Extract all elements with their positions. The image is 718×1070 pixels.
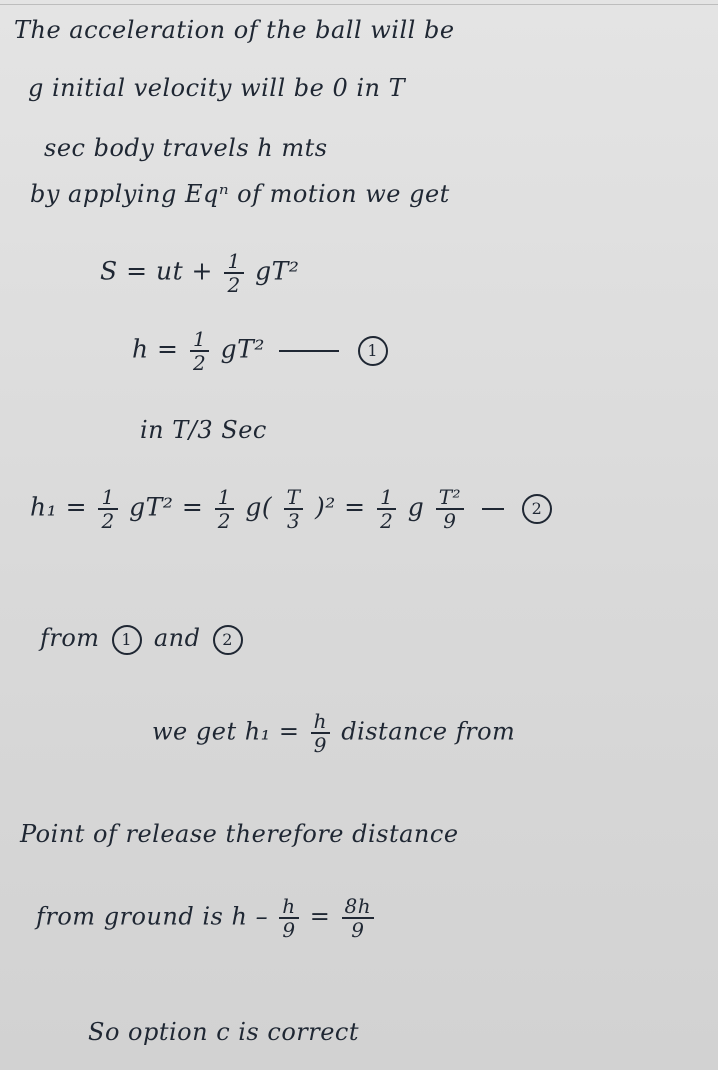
equation-1 — [132, 328, 392, 374]
result-prefix: we get h₁ = — [152, 717, 300, 746]
eq-rhs: gT² — [255, 256, 300, 286]
eq-lhs: h₁ = — [30, 492, 88, 522]
fraction-half — [377, 486, 396, 532]
and-text: and — [153, 624, 201, 652]
frac-num: 1 — [224, 250, 243, 274]
equation-2 — [30, 486, 556, 532]
ground-line — [36, 895, 377, 941]
frac-num: T — [284, 486, 304, 510]
fraction-h-ninth — [311, 710, 330, 756]
frac-den: 2 — [101, 509, 115, 533]
frac-num: h — [311, 710, 330, 734]
conclusion-line: So option c is correct — [88, 1018, 360, 1046]
frac-num: 1 — [215, 486, 234, 510]
eq-term: g( — [245, 492, 273, 522]
frac-num: h — [279, 895, 298, 919]
dash-line — [279, 350, 339, 352]
eq-term: g — [407, 492, 425, 522]
equation-ref-1: 1 — [112, 625, 142, 655]
frac-num: 1 — [377, 486, 396, 510]
from-line — [40, 624, 247, 655]
eq-lhs: S = ut + — [100, 256, 214, 286]
fraction-half — [224, 250, 243, 296]
eq-term: )² = — [314, 492, 366, 522]
eq-lhs: h = — [132, 334, 179, 364]
frac-den: 2 — [217, 509, 231, 533]
frac-num: 1 — [190, 328, 209, 352]
fraction-t2-ninth — [436, 486, 464, 532]
equation-tag-1: 1 — [358, 336, 388, 366]
text-line-1: The acceleration of the ball will be — [14, 16, 455, 44]
frac-den: 2 — [192, 351, 207, 375]
result-line — [152, 710, 515, 756]
text-line-4: by applying Eqⁿ of motion we get — [30, 180, 450, 208]
fraction-half — [98, 486, 117, 532]
result-suffix: distance from — [341, 717, 516, 746]
fraction-half — [215, 486, 234, 532]
equals-sign: = — [309, 902, 331, 931]
dash-line — [482, 508, 504, 510]
frac-den: 9 — [351, 918, 365, 942]
fraction-h-ninth — [279, 895, 298, 941]
text-line-2: g initial velocity will be 0 in T — [28, 74, 406, 102]
ground-prefix: from ground is h – — [36, 902, 269, 931]
time-note: in T/3 Sec — [140, 416, 267, 444]
text-line-3: sec body travels h mts — [44, 134, 328, 162]
fraction-half — [190, 328, 209, 374]
equation-motion — [100, 250, 299, 296]
page-edge — [0, 4, 718, 5]
release-line: Point of release therefore distance — [20, 820, 459, 848]
frac-den: 9 — [282, 918, 296, 942]
equation-tag-2: 2 — [522, 494, 552, 524]
frac-den: 9 — [443, 509, 457, 533]
frac-num: 1 — [98, 486, 117, 510]
frac-num: 8h — [342, 895, 375, 919]
frac-den: 2 — [380, 509, 394, 533]
from-text: from — [40, 624, 100, 652]
frac-den: 2 — [227, 273, 241, 297]
eq-rhs: gT² — [220, 334, 265, 364]
eq-term: gT² = — [129, 492, 204, 522]
fraction-8h-ninth — [342, 895, 375, 941]
fraction-t-third — [284, 486, 304, 532]
frac-num: T² — [436, 486, 464, 510]
frac-den: 9 — [313, 733, 327, 757]
frac-den: 3 — [286, 509, 301, 533]
equation-ref-2: 2 — [213, 625, 243, 655]
